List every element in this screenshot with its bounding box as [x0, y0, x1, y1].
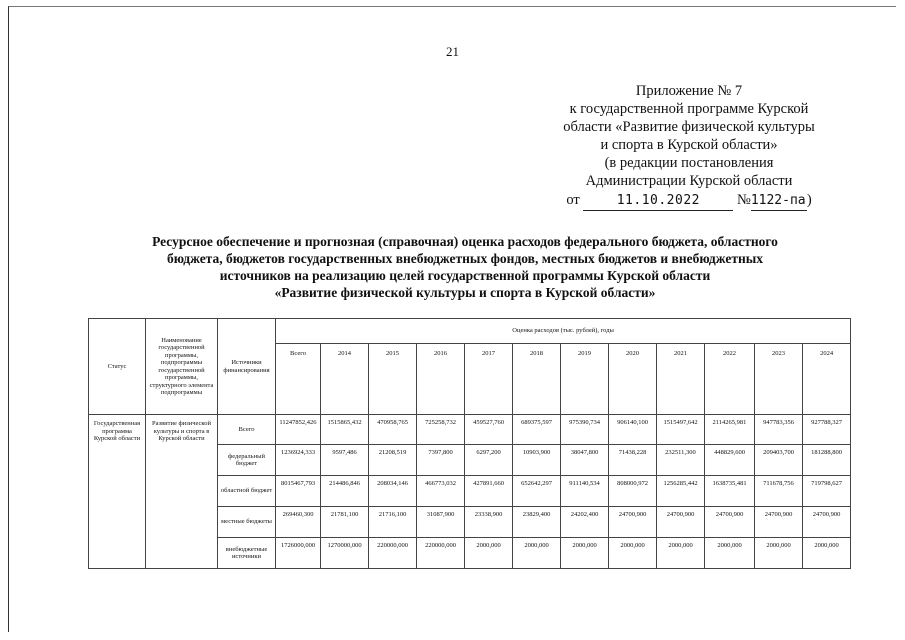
table-cell: 2000,000: [513, 538, 561, 569]
title-line: «Развитие физической культуры и спорта в Курской области»: [274, 285, 656, 300]
table-cell: 220000,000: [369, 538, 417, 569]
table-cell: 808000,972: [609, 476, 657, 507]
table-cell: 10903,900: [513, 445, 561, 476]
table-cell: 24700,900: [803, 507, 851, 538]
table-cell: 21208,519: [369, 445, 417, 476]
table-cell: 1256285,442: [657, 476, 705, 507]
table-cell: 31087,900: [417, 507, 465, 538]
table-cell: 214486,846: [321, 476, 369, 507]
header-year: 2020: [609, 344, 657, 415]
table-cell: 1515497,642: [657, 415, 705, 445]
table-cell: 470958,765: [369, 415, 417, 445]
table-cell: 9597,486: [321, 445, 369, 476]
row-source: Всего: [218, 415, 276, 445]
appendix-line: к государственной программе Курской: [569, 101, 809, 117]
table-cell: 23829,400: [513, 507, 561, 538]
table-row: [89, 415, 851, 445]
table-cell: 269460,300: [276, 507, 321, 538]
title-line: источников на реализацию целей государственной программы Курской области: [219, 268, 711, 283]
table-cell: 652642,297: [513, 476, 561, 507]
table-cell: 927788,327: [803, 415, 851, 445]
table-cell: 2000,000: [755, 538, 803, 569]
table-cell: 2000,000: [803, 538, 851, 569]
table-cell: 21716,100: [369, 507, 417, 538]
row-source: федеральный бюджет: [218, 445, 276, 476]
table-cell: 24700,900: [657, 507, 705, 538]
table-cell: 2000,000: [657, 538, 705, 569]
header-year: 2018: [513, 344, 561, 415]
header-name: Наименование государственной программы, подпрограммы государственной программы, структурного элемента подпрограммы: [146, 319, 218, 415]
header-year: 2016: [417, 344, 465, 415]
table-cell: 1270000,000: [321, 538, 369, 569]
table-cell: 181288,800: [803, 445, 851, 476]
decree-date: 11.10.2022: [583, 192, 733, 211]
header-status: Статус: [89, 319, 146, 415]
appendix-line: и спорта в Курской области»: [600, 137, 778, 153]
table-cell: 232511,300: [657, 445, 705, 476]
table-cell: 911140,534: [561, 476, 609, 507]
table-cell: 1515865,432: [321, 415, 369, 445]
from-label: от: [566, 192, 580, 208]
table-cell: 2000,000: [609, 538, 657, 569]
signature-line: [539, 191, 839, 211]
table-cell: 209403,700: [755, 445, 803, 476]
table-cell: 719798,627: [803, 476, 851, 507]
table-cell: 448829,600: [705, 445, 755, 476]
table-cell: 8015467,793: [276, 476, 321, 507]
table-cell: 1726000,000: [276, 538, 321, 569]
table-cell: 11247852,426: [276, 415, 321, 445]
table-cell: 689375,597: [513, 415, 561, 445]
appendix-line: области «Развитие физической культуры: [563, 119, 815, 135]
table-cell: 71438,228: [609, 445, 657, 476]
row-source: внебюджетные источники: [218, 538, 276, 569]
appendix-line: Приложение № 7: [635, 83, 743, 99]
table-cell: 1638735,481: [705, 476, 755, 507]
table-cell: 947783,356: [755, 415, 803, 445]
table-cell: 6297,200: [465, 445, 513, 476]
appendix-line: Администрации Курской области: [585, 173, 793, 189]
table-cell: 1236924,333: [276, 445, 321, 476]
table-cell: 466773,032: [417, 476, 465, 507]
table-cell: 906140,100: [609, 415, 657, 445]
table-cell: 7397,800: [417, 445, 465, 476]
page-number: 21: [446, 44, 459, 59]
header-year: 2015: [369, 344, 417, 415]
table-cell: 23338,900: [465, 507, 513, 538]
row-status: Государственная программа Курской области: [89, 415, 146, 569]
row-source: местные бюджеты: [218, 507, 276, 538]
header-estimate: Оценка расходов (тыс. рублей), годы: [276, 319, 851, 344]
table-cell: 24700,900: [609, 507, 657, 538]
title-line: Ресурсное обеспечение и прогнозная (справочная) оценка расходов федерального бюджета, областного: [152, 234, 778, 249]
table-cell: 975390,734: [561, 415, 609, 445]
closing-paren: ): [806, 192, 812, 208]
table-cell: 21781,100: [321, 507, 369, 538]
appendix-block: [539, 82, 839, 211]
budget-table: [88, 318, 851, 569]
table-cell: 24700,900: [755, 507, 803, 538]
table-cell: 24700,900: [705, 507, 755, 538]
table-cell: 427891,660: [465, 476, 513, 507]
header-source: Источники финансирования: [218, 319, 276, 415]
document-title: [95, 233, 835, 301]
table-cell: 208034,146: [369, 476, 417, 507]
table-cell: 459527,760: [465, 415, 513, 445]
appendix-line: (в редакции постановления: [604, 155, 774, 171]
table-cell: 2000,000: [465, 538, 513, 569]
row-source: областной бюджет: [218, 476, 276, 507]
table-cell: 2000,000: [561, 538, 609, 569]
header-year: 2014: [321, 344, 369, 415]
header-year: 2017: [465, 344, 513, 415]
table-cell: 711678,756: [755, 476, 803, 507]
decree-number: 1122-па: [751, 192, 807, 211]
title-line: бюджета, бюджетов государственных внебюджетных фондов, местных бюджетов и внебюджетных: [166, 251, 764, 266]
table-cell: 220000,000: [417, 538, 465, 569]
number-label: №: [736, 192, 751, 208]
header-year: 2022: [705, 344, 755, 415]
header-year: Всего: [276, 344, 321, 415]
header-year: 2019: [561, 344, 609, 415]
table-cell: 2000,000: [705, 538, 755, 569]
header-year: 2021: [657, 344, 705, 415]
header-year: 2023: [755, 344, 803, 415]
row-program-name: Развитие физической культуры и спорта в Курской области: [146, 415, 218, 569]
header-year: 2024: [803, 344, 851, 415]
table-cell: 2114265,981: [705, 415, 755, 445]
table-cell: 38047,800: [561, 445, 609, 476]
table-cell: 725258,732: [417, 415, 465, 445]
table-cell: 24202,400: [561, 507, 609, 538]
